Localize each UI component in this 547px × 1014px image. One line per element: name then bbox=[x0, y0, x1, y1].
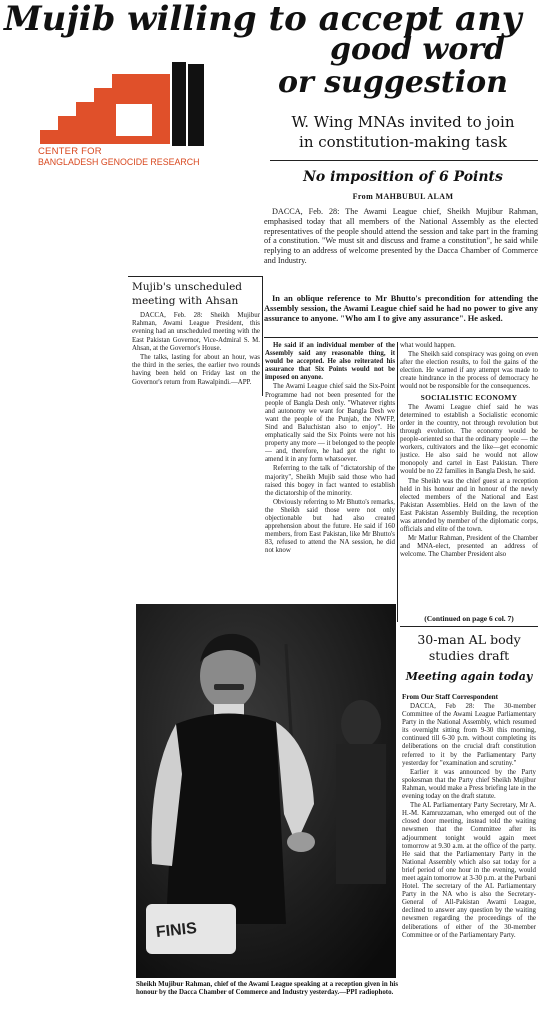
lead-paragraph bbox=[264, 207, 538, 267]
sidebar-title-line-1: Mujib's unscheduled bbox=[132, 281, 243, 293]
photo-sign-text: FINIS bbox=[155, 919, 198, 942]
lead-paragraph-text: DACCA, Feb. 28: The Awami League chief, Sheikh Mujibur Rahman, emphasised today that all members of the National Assembly as the elected representatives of the people should attend the session and take part in the framing of a constitution. "We must sit and discuss and frame a constitution", he said while replying to an address of welcome presented by the Dacca Chamber of Commerce and Industry. bbox=[264, 207, 538, 265]
continued-note: (Continued on page 6 col. 7) bbox=[424, 614, 514, 623]
story2-body bbox=[402, 703, 536, 1011]
logo-text-line-1: CENTER FOR bbox=[38, 146, 102, 157]
logo-text-line-2: BANGLADESH GENOCIDE RESEARCH bbox=[38, 157, 200, 168]
bold-lead-paragraph bbox=[264, 294, 538, 325]
subheadline bbox=[268, 112, 538, 152]
kicker: No imposition of 6 Points bbox=[303, 169, 503, 185]
headline-line-3: or suggestion bbox=[278, 65, 508, 100]
subheadline-line-2: in constitution-making task bbox=[299, 133, 507, 151]
rule-column-top bbox=[264, 337, 538, 338]
column-1-para: The Awami League chief said the Six-Point Programme had not been presented for the people of Bangla Desh only. "Whatever rights and autonomy we want for Bangla Desh we want the people of the Punjab, the NWFP, Sind and Baluchistan also to enjoy". He emphatically said the Six Points were not his property any more — it belonged to the people — and, therefore, he had got the right to amend it in any form whatsoever. bbox=[265, 383, 395, 464]
story2-title-line-1: 30-man AL body bbox=[417, 632, 521, 647]
story2-para: Earlier it was announced by the Party spokesman that the Party chief Sheikh Mujibur Rahman, would make a Press briefing late in the evening today on the draft statute. bbox=[402, 768, 536, 801]
genocide-research-logo bbox=[36, 60, 216, 172]
sidebar-title bbox=[132, 280, 262, 308]
column-2-para: The Sheikh said conspiracy was going on even after the election results, to foil the gains of the election. He warned if any attempt was made to create hindrance in the process of democracy he would not be responsible for the consequences. bbox=[400, 351, 538, 391]
rule-continued bbox=[400, 626, 538, 627]
headline-line-2: good word bbox=[330, 32, 506, 67]
column-2 bbox=[400, 342, 538, 606]
sidebar-para: The talks, lasting for about an hour, was the third in the series, the earlier two rounds having been held on Friday last on the Governor's return from Rawalpindi.—APP. bbox=[132, 354, 260, 386]
column-1-para: Obviously referring to Mr Bhutto's remarks, the Sheikh said those were not only objectionable but had also created apprehension about the future. He said if 160 members, from East Pakistan, like Mr Bhutto's 83, refused to attend the NA session, he did not know bbox=[265, 498, 395, 555]
column-2-para: what would happen. bbox=[400, 342, 456, 349]
column-2-subhead: SOCIALISTIC ECONOMY bbox=[420, 392, 518, 402]
rule-under-subheadline bbox=[270, 160, 538, 161]
column-1 bbox=[265, 342, 395, 598]
bold-lead-text: In an oblique reference to Mr Bhutto's precondition for attending the Assembly session, the Awami League chief said he had no power to give any assurance to anyone. "Who am I to give any assurance". He asked. bbox=[264, 294, 538, 323]
column-1-para: Referring to the talk of "dictatorship of the majority", Sheikh Mujib said those who had raised this bogey in fact wanted to establish the dictatorship of the minority. bbox=[265, 465, 395, 497]
sidebar-para: DACCA, Feb. 28: Sheikh Mujibur Rahman, Awami League President, this evening had an unscheduled meeting with the East Pakistan Governor, Vice-Admiral S. M. Ahsan, at the Governor's House. bbox=[132, 312, 260, 352]
logo-graphic bbox=[36, 60, 216, 148]
sidebar-title-line-2: meeting with Ahsan bbox=[132, 295, 239, 307]
story2-para: The AL Parliamentary Party Secretary, Mr A. H.-M. Kamruzzaman, who emerged out of the closed door meeting, instead told the waiting newsmen that the Committee after its adjournment tonight would again meet tomorrow at 9.30 a.m. at the office of the party. He said that the Parliamentary Party in the National Assembly which also sat today for a brief period of one hour in the evening, would meet again tomorrow at 3-30 p.m. at the Purbani Hotel. The secretary of the AL Parliamentary Party in the NA who is also the Secretary-General of All-Pakistan Awami League, declined to answer any question by the waiting newsmen regarding the proceedings of the deliberations of either of the 30-member Committee or of the Parliamentary Party. bbox=[402, 802, 536, 939]
column-1-para: He said if an individual member of the Assembly said any reasonable thing, it would be accepted. He also reiterated his assurance that Six Points would not be imposed on anyone. bbox=[265, 342, 395, 382]
byline: From MAHBUBUL ALAM bbox=[352, 192, 454, 201]
headline-line-1: Mujib willing to accept any bbox=[4, 0, 522, 39]
subheadline-line-1: W. Wing MNAs invited to join bbox=[291, 113, 515, 131]
column-2-para: The Awami League chief said he was determined to establish a Socialistic economic order in the country, not through revolution but through evolution. The economy would be people-oriented so that the ordinary people — the workers, cultivators and the like—get economic justice. He also said he would not allow monopoly and cartel in East Pakistan. There would be no 22 families in Bangla Desh, he said. bbox=[400, 403, 538, 476]
column-2-para: Mr Matlur Rahman, President of the Chamber and MNA-elect, presented an address of welcome. The Chamber President also bbox=[400, 535, 538, 559]
story2-title-line-2: studies draft bbox=[428, 648, 510, 663]
photo-caption: Sheikh Mujibur Rahman, chief of the Awami League speaking at a reception given in his honour by the Dacca Chamber of Commerce and Industry yesterday.—PPI radiophoto. bbox=[136, 981, 398, 997]
rule-sidebar-right bbox=[262, 276, 263, 396]
rule-column-divider bbox=[397, 342, 398, 622]
story2-para: DACCA, Feb 28: The 30-member Committee of the Awami League Parliamentary Party in the National Assembly, which resumed its overnight sitting from 9-30 this morning, continued till 6-30 p.m. without completing its deliberations on the crucial draft constitution referred to it by the Parliamentary Party yesterday for "examination and scrutiny." bbox=[402, 703, 536, 767]
rule-sidebar-top bbox=[128, 276, 262, 277]
story2-title bbox=[400, 632, 538, 664]
sidebar-body bbox=[132, 312, 260, 388]
column-2-para: The Sheikh was the chief guest at a reception held in his honour and in honour of the newly elected members of the National and East Pakistan Assemblies. Held on the lawn of the East Pakistan Assembly Building, the reception was attended by member of the diplomatic corps, officials and elite of the town. bbox=[400, 477, 538, 534]
story2-byline: From Our Staff Correspondent bbox=[402, 693, 499, 701]
story2-kicker: Meeting again today bbox=[405, 670, 533, 683]
photo-frame bbox=[136, 604, 396, 978]
